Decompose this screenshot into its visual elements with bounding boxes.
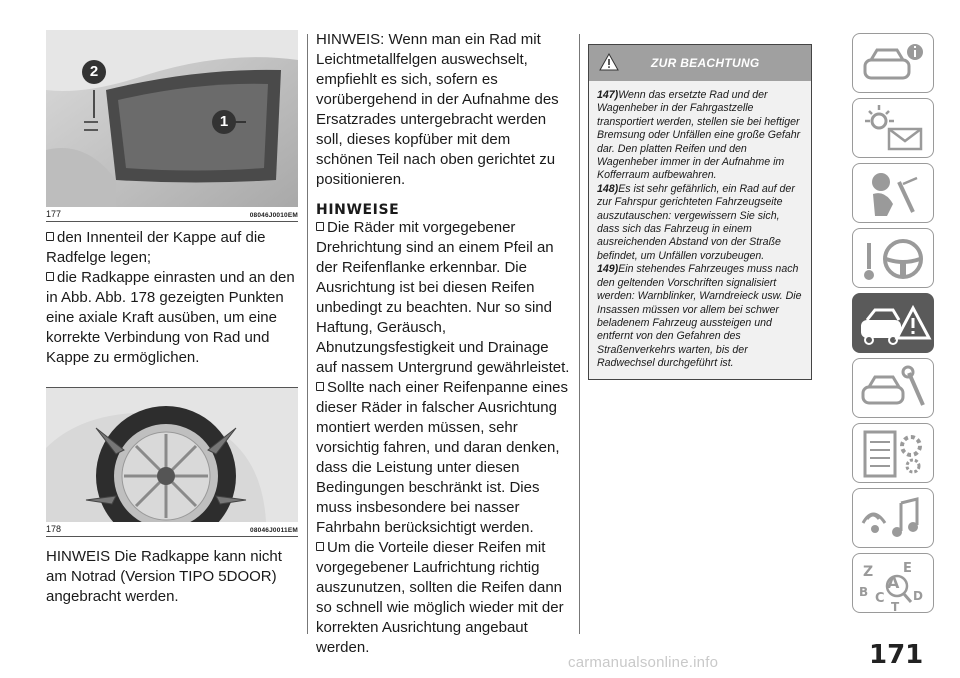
multimedia-music-icon bbox=[853, 489, 934, 548]
figure-178-code: 08046J0011EM bbox=[250, 527, 298, 534]
bullet-square-icon bbox=[46, 232, 54, 241]
bullet-square-icon bbox=[316, 382, 324, 391]
figure-178-image bbox=[46, 388, 298, 522]
section-heading: HINWEISE bbox=[316, 202, 400, 218]
right-column bbox=[588, 44, 812, 380]
figure-177-caption bbox=[46, 207, 298, 222]
warning-title: ZUR BEACHTUNG bbox=[651, 56, 760, 70]
page-number: 171 bbox=[869, 640, 924, 670]
warning-item: 147)Wenn das ersetzte Rad und der Wagenheber in der Fahrgastzelle transportiert werden, stellen sie bei heftiger Bremsung oder Unfällen eine große Gefahr dar. Den platten Reifen und den Wagenheber immer in der Aufnahme im Kofferraum aufbewahren. bbox=[597, 89, 801, 182]
specs-document-gear-icon bbox=[853, 424, 934, 483]
index-letter: A bbox=[887, 573, 900, 592]
warning-lights-envelope-icon bbox=[853, 99, 934, 158]
callout-1-badge bbox=[212, 110, 236, 134]
index-letter: T bbox=[891, 600, 900, 614]
alphabetical-index-icon bbox=[853, 554, 934, 613]
figure-177-number: 177 bbox=[46, 209, 62, 219]
tab-warning-lights[interactable] bbox=[852, 98, 934, 158]
index-letter: C bbox=[875, 591, 885, 606]
list-item: Sollte nach einer Reifenpanne eines dieser Räder in falscher Ausrichtung montiert werden müssen, sehr vorsichtig fahren, und daran denken, dass die Leistung unter diesen Bedingungen beschränkt ist. Dies muss insbesondere bei nasser Fahrbahn berücksichtigt werden. bbox=[316, 379, 569, 536]
bullet-square-icon bbox=[46, 272, 54, 281]
tab-in-emergency[interactable] bbox=[852, 293, 934, 353]
tab-index[interactable] bbox=[852, 553, 934, 613]
callout-2-label: 2 bbox=[89, 63, 99, 80]
tab-technical-data[interactable] bbox=[852, 423, 934, 483]
airbag-seat-person-icon bbox=[853, 164, 934, 223]
car-info-icon bbox=[853, 34, 934, 93]
list-item: die Radkappe einrasten und an den in Abb. Abb. 178 gezeigten Punkten eine axiale Kraft ausüben, um eine korrekte Verbindung von Rad und Kappe zu ermöglichen. bbox=[46, 269, 295, 366]
warning-header bbox=[589, 45, 811, 81]
chapter-tabs bbox=[852, 33, 934, 618]
warning-body bbox=[589, 81, 811, 379]
alloy-wheel-note: HINWEIS: Wenn man ein Rad mit Leichtmetallfelgen auswechselt, empfiehlt es sich, sofern es vorübergehend in der Aufnahme des Ersatzrades untergebracht werden soll, dieses kopfüber mit dem schönen Teil nach oben gerichtet zu positionieren. bbox=[316, 31, 559, 188]
figure-177-image bbox=[46, 30, 298, 207]
column-divider bbox=[307, 34, 308, 634]
tab-servicing[interactable] bbox=[852, 358, 934, 418]
wheel-hubcap-illustration bbox=[46, 388, 298, 522]
car-wrench-icon bbox=[853, 359, 934, 418]
col1-bullets bbox=[46, 228, 298, 368]
col2-bullets bbox=[316, 218, 570, 658]
list-item: den Innenteil der Kappe auf die Radfelge legen; bbox=[46, 229, 266, 266]
col1-note: HINWEIS Die Radkappe kann nicht am Notrad (Version TIPO 5DOOR) angebracht werden. bbox=[46, 548, 282, 605]
index-letter: D bbox=[913, 589, 923, 603]
breakdown-warning-icon bbox=[853, 294, 934, 353]
figure-178-number: 178 bbox=[46, 524, 62, 534]
warning-triangle-icon bbox=[599, 53, 619, 76]
spare-wheel-cover-illustration bbox=[46, 30, 298, 207]
tab-car-info[interactable] bbox=[852, 33, 934, 93]
list-item: Um die Vorteile dieser Reifen mit vorgegebener Laufrichtung richtig auszunutzen, sollten die Reifen dann so schnell wie möglich wieder mit der korrekten Ausrichtung angebaut werden. bbox=[316, 539, 564, 656]
column-divider bbox=[579, 34, 580, 634]
callout-1-label: 1 bbox=[219, 113, 229, 130]
index-letter: E bbox=[903, 561, 912, 576]
index-letter: B bbox=[859, 585, 869, 599]
steering-wheel-key-icon bbox=[853, 229, 934, 288]
callout-2-badge bbox=[82, 60, 106, 84]
index-letter: Z bbox=[863, 564, 874, 580]
tab-safety[interactable] bbox=[852, 163, 934, 223]
warning-item: 148)Es ist sehr gefährlich, ein Rad auf der zur Fahrspur gerichteten Fahrzeugseite auszutauschen: vergewissern Sie sich, dass sich das Fahrzeug in einem ausreichenden Abstand von der Straße befindet, um Unfällen vorzubeugen. bbox=[597, 182, 795, 262]
bullet-square-icon bbox=[316, 542, 324, 551]
middle-column bbox=[316, 30, 570, 658]
tab-multimedia[interactable] bbox=[852, 488, 934, 548]
watermark-text: carmanualsonline.info bbox=[568, 654, 719, 671]
list-item: Die Räder mit vorgegebener Drehrichtung sind an einem Pfeil an der Reifenflanke erkennbar. Die Ausrichtung ist bei diesen Reifen unbedingt zu beachten. Nur so sind Haftung, Geräusch, Abnutzungsfestigkeit und Drainage auf nassem Untergrund gewährleistet. bbox=[316, 219, 570, 376]
warning-item: 149)Ein stehendes Fahrzeuges muss nach den geltenden Vorschriften signalisiert werden: Warnblinker, Warndreieck usw. Die Insassen müssen vor allem bei schwer beladenem Fahrzeug aussteigen und entfernt von den Gefahren des Straßenverkehrs warten, bis der Radwechsel durchgeführt ist. bbox=[597, 263, 802, 370]
left-column bbox=[46, 30, 298, 607]
warning-box bbox=[588, 44, 812, 380]
figure-177-code: 08046J0010EM bbox=[249, 212, 298, 219]
figure-178-caption bbox=[46, 522, 298, 537]
tab-starting-driving[interactable] bbox=[852, 228, 934, 288]
bullet-square-icon bbox=[316, 222, 324, 231]
